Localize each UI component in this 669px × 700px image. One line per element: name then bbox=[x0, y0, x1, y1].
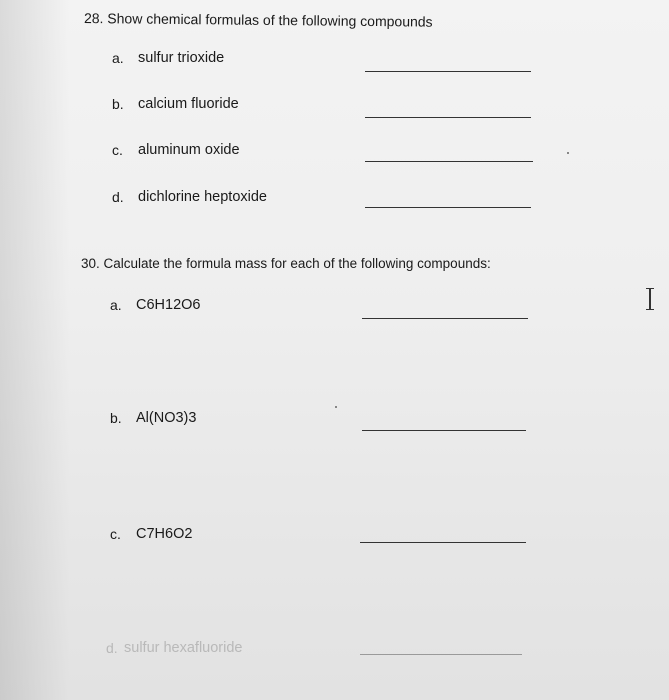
q28-item-b-answer-line[interactable] bbox=[365, 117, 531, 118]
q28-item-a-letter: a. bbox=[112, 50, 124, 66]
text-cursor-icon bbox=[645, 287, 655, 311]
q30-item-c-answer-line[interactable] bbox=[360, 542, 526, 543]
q30-item-c-label: C7H6O2 bbox=[136, 526, 193, 542]
q30-item-b-answer-line[interactable] bbox=[362, 430, 526, 431]
q30-item-a-answer-line[interactable] bbox=[362, 318, 528, 319]
q28-item-c-label: aluminum oxide bbox=[138, 142, 240, 158]
speck-mark bbox=[335, 406, 337, 408]
q30-item-d-answer-line[interactable] bbox=[360, 654, 522, 655]
q28-item-a-answer-line[interactable] bbox=[365, 71, 531, 72]
q30-item-d-label: sulfur hexafluoride bbox=[124, 640, 243, 656]
q28-item-a-label: sulfur trioxide bbox=[138, 50, 225, 66]
q30-item-c-letter: c. bbox=[110, 526, 121, 542]
q28-item-b-label: calcium fluoride bbox=[138, 96, 239, 112]
page-shadow bbox=[0, 0, 70, 700]
q28-item-d-label: dichlorine heptoxide bbox=[138, 189, 267, 205]
q30-item-d-letter: d. bbox=[106, 640, 118, 656]
q28-item-c-answer-line[interactable] bbox=[365, 161, 533, 162]
q28-item-c-letter: c. bbox=[112, 142, 123, 158]
question-28-prompt: 28. Show chemical formulas of the following compounds bbox=[83, 10, 433, 30]
speck-mark bbox=[567, 152, 569, 154]
q30-item-b-letter: b. bbox=[110, 410, 122, 426]
q28-item-b-letter: b. bbox=[112, 96, 124, 112]
q30-item-b-label: Al(NO3)3 bbox=[136, 410, 197, 426]
q28-item-d-answer-line[interactable] bbox=[365, 207, 531, 208]
q28-item-d-letter: d. bbox=[112, 189, 124, 205]
q30-item-a-label: C6H12O6 bbox=[136, 297, 201, 313]
q30-item-a-letter: a. bbox=[110, 297, 122, 313]
question-30-prompt: 30. Calculate the formula mass for each of the following compounds: bbox=[81, 256, 491, 271]
